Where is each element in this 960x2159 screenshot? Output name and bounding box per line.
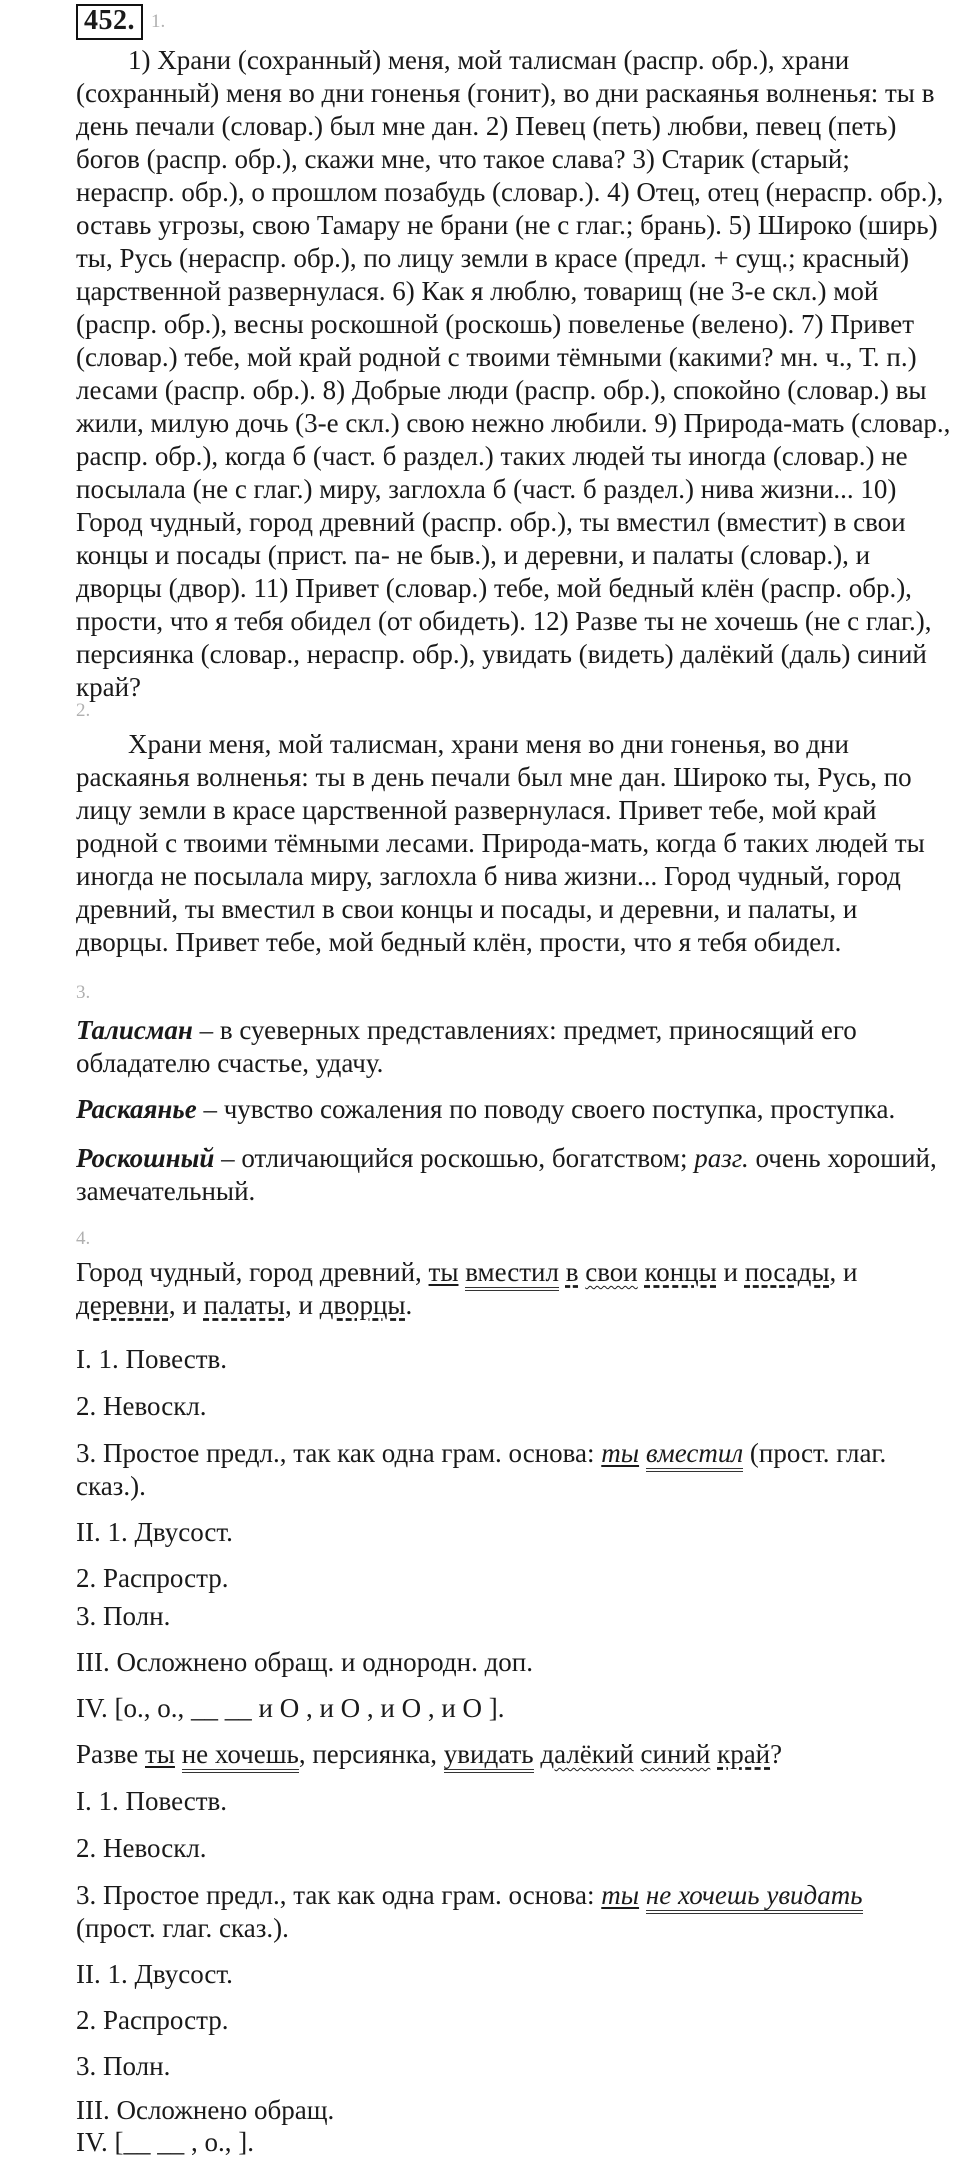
s1-attr: свои <box>585 1257 638 1287</box>
b-line-5: 2. Распростр. <box>76 2005 229 2035</box>
b-line-4: II. 1. Двусост. <box>76 1959 233 1989</box>
b-line-8: IV. [__ __ , о., ]. <box>76 2127 254 2157</box>
s2-mid: , персиянка, <box>298 1739 444 1769</box>
a-line-4: II. 1. Двусост. <box>76 1517 233 1547</box>
term-raskayanie: Раскаянье <box>76 1094 197 1124</box>
section-label-2: 2. <box>76 700 91 721</box>
s1-predicate: вместил <box>465 1257 559 1291</box>
s2-attr-1: далёкий <box>540 1739 634 1769</box>
b-line-6: 3. Полн. <box>76 2051 171 2081</box>
b-line-1: I. 1. Повеств. <box>76 1786 228 1816</box>
a-line-3-subject: ты <box>601 1438 640 1468</box>
b-line-3c: (прост. глаг. сказ.). <box>76 1913 289 1943</box>
a-line-7: III. Осложнено обращ. и однородн. доп. <box>76 1647 534 1677</box>
a-line-3-predicate: вместил <box>646 1438 743 1472</box>
exercise-header <box>76 4 165 40</box>
section-label-4: 4. <box>76 1228 91 1249</box>
part2-paragraph: Храни меня, мой талисман, храни меня во дни гоненья, во дни раскаянья волненья: ты в день печали был мне дан. Широко ты, Русь, по лицу земли в красе царственной развернулася. Привет тебе, мой край родной с твоими тёмными лесами. Природа-мать, когда б таких людей ты иногда не посылала миру, заглохла б нива жизни... Город чудный, город древний, ты вместил в свои концы и посады, и деревни, и палаты, и дворцы. Привет тебе, мой бедный клён, прости, что я тебя обидел. <box>76 729 925 957</box>
section-label-1: 1. <box>151 11 166 32</box>
s1-conj-3: , и <box>168 1290 204 1320</box>
def-roskoshny-razg: разг. <box>694 1143 749 1173</box>
s2-predicate-2: увидать <box>444 1739 534 1773</box>
s1-conj-4: , и <box>284 1290 320 1320</box>
b-line-3-predicate: не хочешь увидать <box>646 1880 863 1914</box>
definition-raskayanie <box>76 1093 952 1126</box>
s1-conj-2: , и <box>829 1257 858 1287</box>
s1-lead: Город чудный, город древний, <box>76 1257 429 1287</box>
b-line-3 <box>76 1879 863 1912</box>
term-roskoshny: Роскошный <box>76 1143 215 1173</box>
s1-obj-2: посады <box>744 1257 830 1287</box>
a-line-3-tail: (прост. глаг. <box>743 1438 887 1468</box>
sentence-2 <box>76 1738 782 1771</box>
s2-attr-2: синий <box>640 1739 711 1769</box>
s1-obj-4: палаты <box>203 1290 285 1320</box>
s2-object: край <box>717 1739 771 1769</box>
s2-subject: ты <box>145 1739 175 1769</box>
part1-annotated-text <box>76 44 952 704</box>
def-talisman: – в суеверных представлениях: предмет, приносящий его обладателю счастье, удачу. <box>76 1015 857 1078</box>
s2-end: ? <box>770 1739 783 1769</box>
b-line-2: 2. Невоскл. <box>76 1833 207 1863</box>
part2-text <box>76 728 952 959</box>
a-line-2: 2. Невоскл. <box>76 1391 207 1421</box>
s1-conj-1: и <box>716 1257 745 1287</box>
definition-talisman <box>76 1014 952 1080</box>
b-line-3-subject: ты <box>601 1880 640 1910</box>
a-line-1: I. 1. Повеств. <box>76 1344 228 1374</box>
a-line-8: IV. [о., о., __ __ и О , и О , и О , и О ]. <box>76 1693 505 1723</box>
s2-predicate-1: не хочешь <box>182 1739 299 1773</box>
s2-lead: Разве <box>76 1739 145 1769</box>
s1-obj-1: концы <box>644 1257 717 1287</box>
s1-obj-3: деревни <box>76 1290 169 1320</box>
s1-obj-5: дворцы <box>319 1290 406 1320</box>
definition-roskoshny <box>76 1142 952 1208</box>
part1-paragraph: 1) Храни (сохранный) меня, мой талисман (распр. обр.), храни (сохранный) меня во дни гоненья (гонит), во дни раскаянья волненья: ты в день печали (словар.) был мне дан. 2) Певец (петь) любви, певец (петь) богов (распр. обр.), скажи мне, что такое слава? 3) Старик (старый; нераспр. обр.), о прошлом позабудь (словар.). 4) Отец, отец (нераспр. обр.), оставь угрозы, свою Тамару не брани (не с глаг.; брань). 5) Широко (ширь) ты, Русь (нераспр. обр.), по лицу земли в красе (предл. + сущ.; красный) царственной развернулася. 6) Как я люблю, товарищ (не 3-е скл.) мой (распр. обр.), весны роскошной (роскошь) повеленье (велено). 7) Привет (словар.) тебе, мой край родной с твоими тёмными (какими? мн. ч., Т. п.) лесами (распр. обр.). 8) Добрые люди (распр. обр.), спокойно (словар.) вы жили, милую дочь (3-е скл.) свою нежно любили. 9) Природа-мать (словар., распр. обр.), когда б (част. б раздел.) таких людей ты иногда (словар.) не посылала (не с глаг.) миру, заглохла б (част. б раздел.) нива жизни... 10) Город чудный, город древний (распр. обр.), ты вместил (вместит) в свои концы и посады (прист. па- не быв.), и деревни, и палаты (словар.), и дворцы (двор). 11) Привет (словар.) тебе, мой бедный клён (распр. обр.), прости, что я тебя обидел (от обидеть). 12) Разве ты не хочешь (не с глаг.), персиянка (словар., нераспр. обр.), увидать (видеть) далёкий (даль) синий край? <box>76 45 951 702</box>
s1-prep: в <box>565 1257 579 1287</box>
sentence-1 <box>76 1256 952 1322</box>
a-line-5: 2. Распростр. <box>76 1563 229 1593</box>
a-line-6: 3. Полн. <box>76 1601 171 1631</box>
def-roskoshny-a: – отличающийся роскошью, богатством; <box>214 1143 695 1173</box>
def-raskayanie: – чувство сожаления по поводу своего поступка, проступка. <box>196 1094 896 1124</box>
b-line-7: III. Осложнено обращ. <box>76 2095 335 2125</box>
a-line-3c: сказ.). <box>76 1471 146 1501</box>
def-roskoshny-b: очень хороший, замечательный. <box>76 1143 937 1206</box>
term-talisman: Талисман <box>76 1015 193 1045</box>
section-label-3: 3. <box>76 982 91 1003</box>
a-line-3 <box>76 1437 886 1470</box>
b-line-3-lead: 3. Простое предл., так как одна грам. основа: <box>76 1880 602 1910</box>
a-line-3-lead: 3. Простое предл., так как одна грам. основа: <box>76 1438 602 1468</box>
s1-end: . <box>405 1290 413 1320</box>
s1-subject: ты <box>428 1257 459 1287</box>
exercise-number: 452. <box>76 4 143 40</box>
